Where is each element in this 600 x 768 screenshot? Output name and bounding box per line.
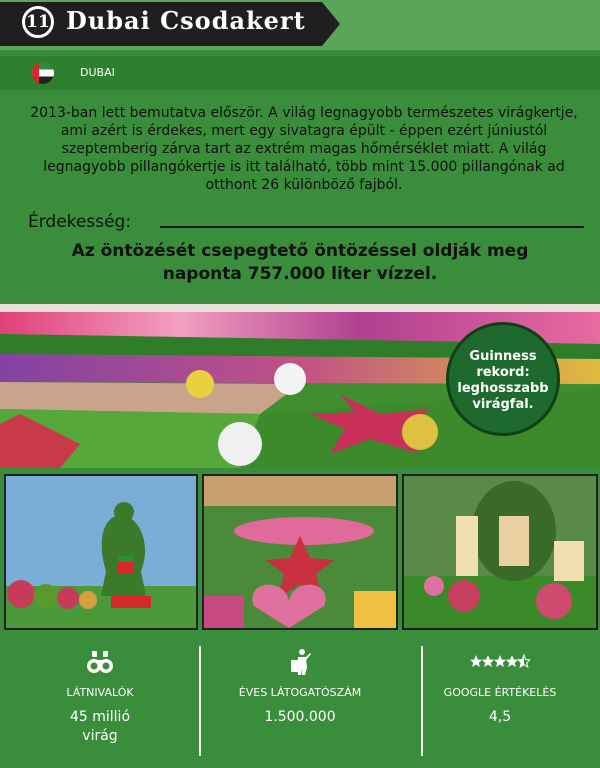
face-sculpture-photo [402, 474, 598, 630]
guinness-line-2: rekord: [476, 365, 530, 380]
guinness-line-1: Guinness [469, 349, 537, 364]
stat-visitors [200, 636, 400, 768]
stat-google-rating-value [400, 708, 600, 727]
stat-sights-value [0, 708, 200, 746]
fact-divider [160, 226, 584, 228]
stat-google-rating [400, 636, 600, 768]
stat-visitors-label: ÉVES LÁTOGATÓSZÁM [238, 686, 362, 699]
stat-google-rating-value-line1: 4,5 [488, 709, 512, 725]
guinness-record-badge [446, 322, 560, 436]
stat-sights [0, 636, 200, 768]
fact-text: Az öntözését csepegtető öntözéssel oldják meg naponta 757.000 liter vízzel. [71, 241, 529, 284]
stats-bar [0, 636, 600, 768]
stat-visitors-value [200, 708, 400, 727]
star-garden-photo [202, 474, 398, 630]
guinness-line-4: virágfal. [472, 397, 534, 412]
stat-sights-value-line1: 45 millió [69, 709, 131, 725]
stat-sights-value-line2: virág [82, 728, 118, 744]
stat-visitors-value-line1: 1.500.000 [264, 709, 336, 725]
rating-stars-icon [470, 648, 530, 676]
item-number-badge: 11 [22, 6, 54, 38]
header [0, 0, 600, 50]
page-title: Dubai Csodakert [66, 6, 306, 35]
location-bar [0, 56, 600, 90]
stat-google-rating-label: GOOGLE ÉRTÉKELÉS [443, 686, 557, 699]
stat-sights-label: LÁTNIVALÓK [66, 686, 134, 699]
tourist-icon [286, 648, 314, 676]
description-text: 2013-ban lett bemutatva először. A világ legnagyobb természetes virágkertje, ami azért is érdekes, mert egy sivatagra épült - éppen ezért júniustól szeptemberig zárva tart az extrém magas hőmérséklet miatt. A világ legnagyobb pillangókertje is itt található, több mint 15.000 pillangónak ad otthont 26 különböző fajból. [30, 105, 578, 193]
location-text: DUBAI [80, 66, 115, 79]
uae-flag-icon [32, 62, 54, 84]
guinness-line-3: leghosszabb [457, 381, 549, 396]
fact-label: Érdekesség: [28, 212, 132, 232]
eagle-sculpture-photo [4, 474, 198, 630]
binoculars-icon [86, 648, 114, 676]
